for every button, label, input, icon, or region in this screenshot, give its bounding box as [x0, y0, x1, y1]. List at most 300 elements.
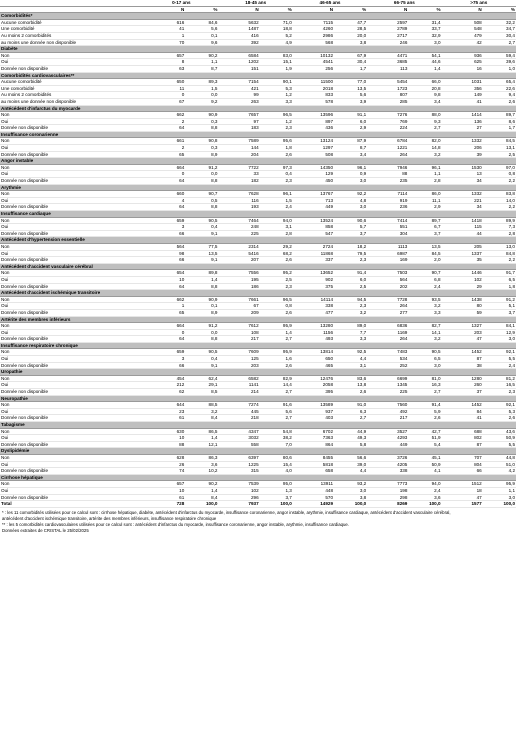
total-cell: 100,0 [408, 501, 441, 508]
table-cell: 688 [442, 428, 483, 435]
table-cell: 4 [144, 197, 185, 204]
table-cell: 304 [367, 230, 408, 237]
table-cell: 558 [218, 441, 259, 448]
table-cell: 0,4 [260, 171, 293, 178]
table-cell: 657 [144, 481, 185, 488]
table-cell: 2,4 [408, 487, 441, 494]
table-cell: 61 [144, 494, 185, 501]
table-cell: 578 [293, 98, 334, 105]
table-cell: 1156 [293, 329, 334, 336]
table-cell: 9,3 [408, 118, 441, 125]
table-row [0, 138, 516, 145]
table-cell: 0,9 [334, 171, 367, 178]
table-cell: 13524 [293, 217, 334, 224]
table-cell: 2,3 [260, 283, 293, 290]
row-label: Oui [0, 276, 144, 283]
table-cell: 0,8 [260, 303, 293, 310]
table-cell: 66 [442, 468, 483, 475]
table-cell: 7483 [367, 349, 408, 356]
table-cell: 2,2 [483, 257, 516, 264]
table-cell: 1,4 [260, 329, 293, 336]
table-cell: 12,1 [185, 441, 218, 448]
table-cell: 11 [144, 85, 185, 92]
table-row [0, 329, 516, 336]
table-cell: 7539 [218, 481, 259, 488]
table-cell: 14114 [293, 296, 334, 303]
table-cell: 3,7 [260, 494, 293, 501]
table-cell: 4,4 [334, 356, 367, 363]
table-cell: 13280 [293, 323, 334, 330]
section-title: Dyslipidémie [0, 448, 516, 455]
table-cell: 10 [144, 487, 185, 494]
table-cell: 34 [442, 178, 483, 185]
table-row [0, 243, 516, 250]
age-group-header: 18-45 ans [218, 0, 292, 6]
row-label: Oui [0, 224, 144, 231]
table-cell: 448 [293, 487, 334, 494]
table-cell: 833 [293, 92, 334, 99]
table-cell: 1,1 [408, 171, 441, 178]
table-cell: 14,0 [483, 197, 516, 204]
table-cell: 66 [144, 257, 185, 264]
table-cell: 116 [218, 197, 259, 204]
section-header-row [0, 448, 516, 455]
table-cell: 7114 [367, 191, 408, 198]
table-cell: 465 [293, 362, 334, 369]
table-cell: 0,3 [185, 118, 218, 125]
table-cell: 0,8 [483, 171, 516, 178]
table-cell: 804 [442, 461, 483, 468]
table-cell: 1337 [442, 250, 483, 257]
table-cell: 1 [144, 303, 185, 310]
table-cell: 95,9 [483, 481, 516, 488]
table-cell: 102 [218, 487, 259, 494]
table-row [0, 461, 516, 468]
table-cell: 51,9 [408, 435, 441, 442]
row-label: Une comorbidité [0, 85, 144, 92]
table-cell: 99 [218, 92, 259, 99]
table-cell: 13589 [293, 402, 334, 409]
table-cell: 102 [442, 276, 483, 283]
table-cell: 392 [218, 39, 259, 46]
table-cell: 650 [144, 79, 185, 86]
table-cell: 115 [442, 224, 483, 231]
table-cell: 214 [218, 389, 259, 396]
table-cell: 2,6 [483, 98, 516, 105]
table-cell: 252 [367, 362, 408, 369]
table-cell: 4,4 [334, 468, 367, 475]
table-cell: 91,2 [185, 323, 218, 330]
table-cell: 662 [144, 296, 185, 303]
table-cell: 9,4 [483, 92, 516, 99]
table-cell: 315 [218, 468, 259, 475]
total-row [0, 501, 516, 508]
table-cell: 2,8 [408, 178, 441, 185]
section-title: Antécédent d'accident vasculaire cérébral [0, 263, 516, 270]
table-cell: 27 [442, 125, 483, 132]
table-cell: 62 [144, 389, 185, 396]
table-cell: 534 [367, 356, 408, 363]
table-cell: 9,1 [185, 362, 218, 369]
table-cell: 90,5 [185, 349, 218, 356]
table-cell: 89,7 [408, 217, 441, 224]
table-cell: 8,5 [185, 389, 218, 396]
table-cell: 568 [293, 39, 334, 46]
table-cell: 82,7 [408, 323, 441, 330]
table-cell: 7503 [367, 270, 408, 277]
table-cell: 3,2 [408, 151, 441, 158]
table-cell: 67 [218, 303, 259, 310]
table-cell: 3,8 [334, 39, 367, 46]
table-cell: 68,2 [260, 250, 293, 257]
table-cell: 508 [293, 151, 334, 158]
table-cell: 2,6 [260, 362, 293, 369]
section-title: Insuffisance coronarienne [0, 131, 516, 138]
table-cell: 1418 [442, 217, 483, 224]
table-cell: 66,0 [408, 79, 441, 86]
table-cell: 3,0 [483, 494, 516, 501]
table-cell: 6582 [218, 375, 259, 382]
extraction-date: Données extraites de CRISTAL le 25/02/2025 [2, 528, 89, 533]
table-cell: 650 [293, 356, 334, 363]
table-cell: 0 [144, 329, 185, 336]
table-cell: 7,3 [483, 224, 516, 231]
table-cell: 5,6 [185, 26, 218, 33]
table-cell: 169 [367, 257, 408, 264]
row-label: Donnée non disponible [0, 441, 144, 448]
table-cell: 90,1 [260, 79, 293, 86]
table-cell: 3 [144, 356, 185, 363]
table-cell: 18,2 [334, 243, 367, 250]
table-cell: 2018 [293, 85, 334, 92]
section-title: Insuffisance cardiaque [0, 211, 516, 218]
table-cell: 236 [367, 204, 408, 211]
table-cell: 403 [293, 415, 334, 422]
table-cell: 65 [144, 309, 185, 316]
section-header-row [0, 46, 516, 53]
table-cell: 10132 [293, 52, 334, 59]
header-blank [0, 6, 144, 13]
table-cell: 144 [218, 145, 259, 152]
table-cell: 2058 [293, 382, 334, 389]
table-cell: 90,5 [185, 217, 218, 224]
section-header-row [0, 422, 516, 429]
table-row [0, 112, 516, 119]
table-cell: 225 [218, 230, 259, 237]
total-cell: 7937 [218, 501, 259, 508]
section-header-row [0, 316, 516, 323]
table-cell: 1332 [442, 191, 483, 198]
table-cell: 4205 [367, 461, 408, 468]
table-cell: 564 [367, 276, 408, 283]
table-cell: 44 [442, 230, 483, 237]
table-cell: 84,5 [408, 250, 441, 257]
table-cell: 66 [144, 230, 185, 237]
table-cell: 6,5 [483, 276, 516, 283]
table-cell: 90,5 [408, 349, 441, 356]
table-cell: 88,5 [185, 402, 218, 409]
table-cell: 3 [144, 224, 185, 231]
table-cell: 664 [144, 323, 185, 330]
table-cell: 1,8 [483, 283, 516, 290]
table-cell: 67,9 [334, 52, 367, 59]
table-cell: 0,0 [185, 329, 218, 336]
table-cell: 125 [218, 356, 259, 363]
table-cell: 570 [293, 494, 334, 501]
table-cell: 3,0 [334, 178, 367, 185]
table-cell: 3,0 [334, 204, 367, 211]
age-group-header: 46-65 ans [293, 0, 367, 6]
table-row [0, 151, 516, 158]
table-cell: 436 [293, 125, 334, 132]
table-cell: 508 [442, 19, 483, 26]
table-cell: 1,4 [185, 435, 218, 442]
table-cell: 2,2 [483, 204, 516, 211]
table-cell: 2,4 [408, 283, 441, 290]
table-cell: 65 [144, 151, 185, 158]
table-cell: 285 [367, 98, 408, 105]
table-cell: 13 [442, 171, 483, 178]
table-cell: 91,6 [260, 402, 293, 409]
table-cell: 707 [442, 454, 483, 461]
total-cell: 100,0 [185, 501, 218, 508]
table-cell: 0,4 [185, 356, 218, 363]
table-cell: 8,7 [185, 65, 218, 72]
table-row [0, 349, 516, 356]
section-header-row [0, 13, 516, 20]
row-label: Non [0, 481, 144, 488]
table-cell: 277 [367, 309, 408, 316]
table-cell: 1,2 [260, 118, 293, 125]
age-group-header: 0-17 ans [144, 0, 218, 6]
table-cell: 7464 [218, 217, 259, 224]
table-cell: 1452 [442, 349, 483, 356]
col-n-header: N [442, 6, 483, 13]
table-cell: 2986 [293, 32, 334, 39]
row-label: Non [0, 112, 144, 119]
table-cell: 1438 [442, 296, 483, 303]
table-cell: 256 [293, 65, 334, 72]
table-cell: 8,7 [334, 145, 367, 152]
row-label: Donnée non disponible [0, 151, 144, 158]
table-cell: 10,2 [185, 468, 218, 475]
table-cell: 8,4 [185, 415, 218, 422]
row-label: Non [0, 52, 144, 59]
table-cell: 1141 [218, 382, 259, 389]
table-cell: 2,3 [483, 389, 516, 396]
table-row [0, 309, 516, 316]
table-cell: 1,4 [408, 65, 441, 72]
table-cell: 3,0 [483, 336, 516, 343]
table-cell: 2,6 [408, 415, 441, 422]
table-cell: 64 [144, 178, 185, 185]
col-n-header: N [367, 6, 408, 13]
section-header-row [0, 158, 516, 165]
table-cell: 7946 [367, 164, 408, 171]
table-cell: 0,5 [185, 197, 218, 204]
table-cell: 4471 [367, 52, 408, 59]
table-cell: 8,4 [185, 494, 218, 501]
table-row [0, 92, 516, 99]
table-cell: 82,9 [260, 375, 293, 382]
table-row [0, 441, 516, 448]
row-label: Donnée non disponible [0, 494, 144, 501]
table-cell: 2,8 [260, 230, 293, 237]
table-row [0, 178, 516, 185]
table-cell: 5,6 [260, 408, 293, 415]
table-cell: 936 [442, 52, 483, 59]
table-cell: 5,6 [334, 92, 367, 99]
table-cell: 662 [144, 112, 185, 119]
table-cell: 1,0 [483, 65, 516, 72]
col-pct-header: % [185, 6, 218, 13]
table-cell: 39,6 [483, 59, 516, 66]
table-cell: 83,6 [334, 375, 367, 382]
table-row [0, 415, 516, 422]
table-cell: 54,8 [260, 428, 293, 435]
table-cell: 2,6 [483, 415, 516, 422]
table-cell: 13,5 [334, 85, 367, 92]
table-cell: 296 [218, 494, 259, 501]
table-cell: 564 [144, 243, 185, 250]
table-cell: 654 [144, 270, 185, 277]
table-cell: 1,6 [260, 356, 293, 363]
row-label: Oui [0, 171, 144, 178]
table-cell: 9,1 [185, 230, 218, 237]
table-cell: 151 [218, 65, 259, 72]
table-cell: 3685 [367, 59, 408, 66]
table-cell: 5,9 [408, 408, 441, 415]
section-header-row [0, 395, 516, 402]
table-cell: 11500 [293, 79, 334, 86]
table-cell: 493 [293, 336, 334, 343]
table-cell: 1414 [442, 112, 483, 119]
table-cell: 62,4 [185, 375, 218, 382]
table-cell: 94,0 [260, 217, 293, 224]
table-cell: 217 [218, 336, 259, 343]
table-cell: 416 [218, 32, 259, 39]
table-cell: 217 [367, 415, 408, 422]
table-cell: 108 [218, 329, 259, 336]
table-cell: 90,9 [185, 112, 218, 119]
section-title: Angor instable [0, 158, 516, 165]
table-cell: 6987 [367, 250, 408, 257]
table-cell: 22,6 [483, 85, 516, 92]
table-cell: 8,8 [185, 283, 218, 290]
table-cell: 94,0 [408, 481, 441, 488]
table-cell: 2724 [293, 243, 334, 250]
table-cell: 3,7 [334, 230, 367, 237]
table-cell: 248 [218, 224, 259, 231]
table-cell: 6,0 [334, 276, 367, 283]
table-cell: 3,3 [260, 98, 293, 105]
table-cell: 263 [218, 98, 259, 105]
table-cell: 356 [442, 85, 483, 92]
table-cell: 338 [293, 303, 334, 310]
table-cell: 90,2 [185, 481, 218, 488]
table-cell: 50,9 [483, 435, 516, 442]
table-cell: 3,1 [260, 224, 293, 231]
table-cell: 13596 [293, 112, 334, 119]
table-cell: 64 [144, 125, 185, 132]
table-cell: 79,5 [334, 250, 367, 257]
table-cell: 2,6 [260, 151, 293, 158]
row-label: Donnée non disponible [0, 283, 144, 290]
table-cell: 15,4 [260, 461, 293, 468]
table-row [0, 26, 516, 33]
section-title: Neuropathie [0, 395, 516, 402]
table-cell: 2,9 [408, 204, 441, 211]
row-label: Donnée non disponible [0, 65, 144, 72]
table-cell: 4,0 [260, 468, 293, 475]
table-cell: 13911 [293, 481, 334, 488]
table-cell: 2,6 [260, 257, 293, 264]
table-cell: 246 [367, 39, 408, 46]
table-cell: 42,7 [408, 428, 441, 435]
table-cell: 7657 [218, 112, 259, 119]
table-cell: 13767 [293, 191, 334, 198]
table-cell: 34 [442, 204, 483, 211]
table-cell: 64 [144, 283, 185, 290]
table-cell: 454 [144, 375, 185, 382]
table-row [0, 224, 516, 231]
col-n-header: N [293, 6, 334, 13]
table-cell: 89,8 [185, 270, 218, 277]
table-cell: 182 [218, 178, 259, 185]
section-header-row [0, 474, 516, 481]
section-header-row [0, 342, 516, 349]
table-cell: 5,3 [260, 85, 293, 92]
section-header-row [0, 72, 516, 79]
section-title: Tabagisme [0, 422, 516, 429]
col-pct-header: % [334, 6, 367, 13]
table-cell: 16,5 [483, 382, 516, 389]
col-pct-header: % [483, 6, 516, 13]
section-title: Insuffisance respiratoire chronique [0, 342, 516, 349]
table-cell: 7589 [218, 138, 259, 145]
total-cell: 14929 [293, 501, 334, 508]
table-cell: 902 [293, 276, 334, 283]
table-cell: 149 [442, 92, 483, 99]
table-cell: 96,1 [334, 164, 367, 171]
row-label: au moins une donnée non disponible [0, 39, 144, 46]
table-cell: 449 [293, 204, 334, 211]
footnotes [0, 508, 516, 534]
table-row [0, 79, 516, 86]
row-label: Oui [0, 356, 144, 363]
table-cell: 14,1 [408, 329, 441, 336]
table-cell: 3,6 [185, 461, 218, 468]
table-row [0, 428, 516, 435]
table-cell: 34,7 [483, 26, 516, 33]
row-label: Non [0, 323, 144, 330]
row-label: Aucune comorbidité [0, 19, 144, 26]
table-cell: 84,5 [483, 138, 516, 145]
table-cell: 8,8 [185, 204, 218, 211]
table-cell: 207 [218, 257, 259, 264]
table-cell: 264 [367, 151, 408, 158]
table-cell: 74 [144, 468, 185, 475]
table-cell: 5454 [367, 79, 408, 86]
section-title: Comorbidités* [0, 13, 516, 20]
table-cell: 13,8 [334, 382, 367, 389]
table-cell: 2,7 [334, 415, 367, 422]
table-cell: 7,0 [260, 441, 293, 448]
row-label: Donnée non disponible [0, 468, 144, 475]
table-cell: 660 [144, 191, 185, 198]
table-cell: 9,2 [185, 98, 218, 105]
table-cell: 7773 [367, 481, 408, 488]
